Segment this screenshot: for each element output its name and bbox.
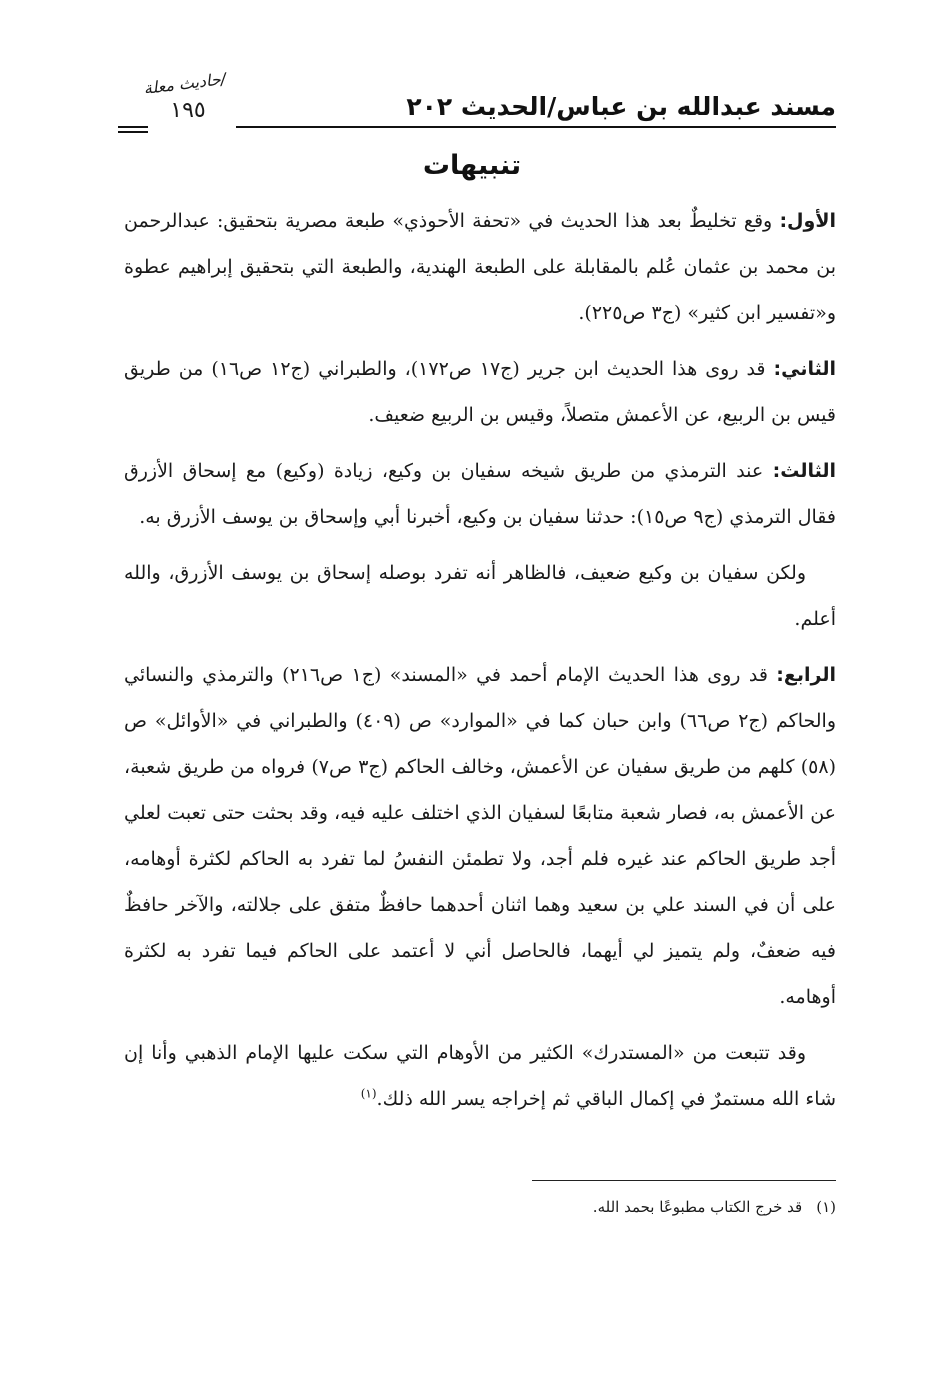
body-text [124, 198, 836, 1132]
paragraph-second [124, 346, 836, 438]
paragraph-text: وقد تتبعت من «المستدرك» الكثير من الأوهام التي سكت عليها الإمام الذهبي وأنا إن شاء الله مستمرٌ في إكمال الباقي ثم إخراجه يسر الله ذلك. [124, 1042, 836, 1110]
paragraph-closing [124, 1030, 836, 1122]
paragraph-text: قد روى هذا الحديث ابن جرير (ج١٧ ص١٧٢)، والطبراني (ج١٢ ص١٦) من طريق قيس بن الربيع، عن الأعمش متصلاً، وقيس بن الربيع ضعيف. [124, 358, 836, 426]
header-rule-mark-lower [118, 131, 148, 133]
section-heading: تنبيهات [422, 150, 522, 181]
paragraph-lead: الثاني: [773, 358, 836, 380]
handwritten-page-number: ١٩٥ [170, 98, 206, 123]
paragraph-lead: الأول: [779, 210, 836, 232]
header-rule [236, 126, 836, 128]
footnote-text: قد خرج الكتاب مطبوعًا بحمد الله. [592, 1198, 803, 1216]
running-header [118, 69, 836, 140]
handwritten-note: /حاديث معلة [142, 69, 228, 98]
paragraph-lead: الثالث: [772, 460, 836, 482]
footnote-reference: (١) [360, 1086, 377, 1101]
paragraph-fourth [124, 652, 836, 1020]
footnote [124, 1196, 836, 1218]
paragraph-first [124, 198, 836, 336]
paragraph-continuation [124, 550, 836, 642]
paragraph-text: قد روى هذا الحديث الإمام أحمد في «المسند» (ج١ ص٢١٦) والترمذي والنسائي والحاكم (ج٢ ص٦٦) وابن حبان كما في «الموارد» ص (٤٠٩) والطبراني في «الأوائل» ص (٥٨) كلهم من طريق سفيان عن الأعمش، وخالف الحاكم (ج٣ ص٧) فرواه من طريق شعبة، عن الأعمش به، فصار شعبة متابعًا لسفيان الذي اختلف عليه فيه، وقد بحثت حتى تعبت لعلي أجد طريق الحاكم عند غيره فلم أجد، ولا تطمئن النفسُ لما تفرد به الحاكم لكثرة أوهامه، على أن في السند علي بن سعيد وهما اثنان أحدهما حافظٌ متفق على جلالته، والآخر حافظٌ فيه ضعفٌ، ولم يتميز لي أيهما، فالحاصل أني لا أعتمد على الحاكم فيما تفرد به لكثرة أوهامه. [124, 664, 836, 1008]
footnote-divider [532, 1180, 836, 1181]
paragraph-text: ولكن سفيان بن وكيع ضعيف، فالظاهر أنه تفرد بوصله إسحاق بن يوسف الأزرق، والله أعلم. [124, 562, 836, 630]
paragraph-text: وقع تخليطٌ بعد هذا الحديث في «تحفة الأحوذي» طبعة مصرية بتحقيق: عبدالرحمن بن محمد بن عثمان عُلم بالمقابلة على الطبعة الهندية، والطبعة التي بتحقيق إبراهيم عطوة و«تفسير ابن كثير» (ج٣ ص٢٢٥). [124, 210, 836, 324]
paragraph-third [124, 448, 836, 540]
paragraph-lead: الرابع: [776, 664, 836, 686]
footnote-number: (١) [816, 1198, 836, 1216]
header-rule-mark [118, 126, 148, 128]
header-title: مسند عبدالله بن عباس/الحديث ٢٠٢ [406, 92, 836, 121]
paragraph-text: عند الترمذي من طريق شيخه سفيان بن وكيع، زيادة (وكيع) مع إسحاق الأزرق فقال الترمذي (ج٩ ص١٥): حدثنا سفيان بن وكيع، أخبرنا أبي وإسحاق بن يوسف الأزرق به. [124, 460, 836, 528]
